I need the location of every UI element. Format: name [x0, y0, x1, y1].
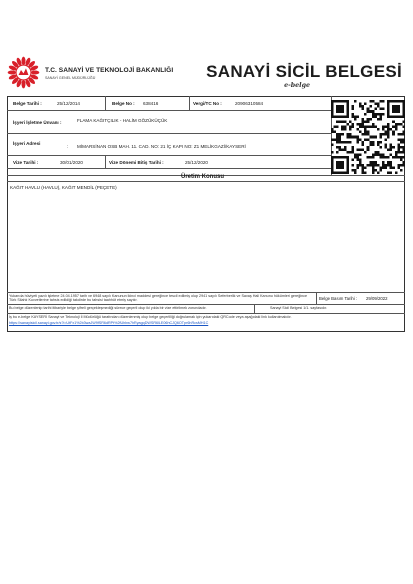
address-label: İşyeri Adresi [13, 141, 41, 146]
law-text: Yukarıda hüviyeti yazılı işletme 24.04.1957 tarih ve 6948 sayılı Kanunun ikinci maddesi gereğince tescil edilmiş olup 2941 sayılı Seferberlik ve Savaş Hali Kanunu hükümleri gereğince Türk Silahlı Kuvvetlerine tahsis edildiği takdirde bu tahsisi taahhüt etmiş sayılır. [9, 294, 308, 303]
issue-date-label: Belge Tarihi : [13, 101, 42, 106]
qr-code-icon [331, 98, 405, 176]
visa-end-label: Vize Dönemi Bitiş Tarihi : [109, 160, 164, 165]
production-title: Üretim Konusu [181, 174, 225, 180]
issue-date-value: 25/12/2014 [57, 101, 80, 106]
visa-end-value: 25/12/2020 [185, 160, 208, 165]
address-colon: : [67, 144, 69, 149]
document-title: SANAYİ SİCİL BELGESİ [206, 62, 402, 81]
divider [7, 155, 331, 156]
ministry-subtitle: SANAYİ GENEL MÜDÜRLÜĞÜ [45, 75, 96, 80]
document-no-value: 638416 [143, 101, 159, 106]
divider [7, 304, 405, 305]
ministry-block [45, 67, 173, 80]
logo-petal [8, 71, 17, 75]
divider [7, 313, 405, 314]
verify-text: İş bu e-belge KAYSERİ Sanayi ve Teknoloji İl Müdürlüğü tarafından düzenlenmiş olup belge geçerliliği doğrulamak için yukarıdaki QRCode veya aşağıdaki link kullanılmalıdır. [9, 315, 292, 319]
tax-no-label: Vergi/TC No : [193, 101, 222, 106]
logo-petal [22, 57, 26, 66]
visa-date-value: 30/01/2020 [60, 160, 83, 165]
divider [316, 292, 317, 304]
divider [7, 168, 331, 169]
document-no-label: Belge No : [112, 101, 135, 106]
tax-no-value: 20906310584 [235, 101, 264, 106]
divider [7, 133, 331, 134]
divider [105, 96, 106, 110]
logo-petal [31, 71, 40, 75]
logo-petal [22, 80, 26, 89]
ebelge-subtitle: e-belge [284, 82, 310, 89]
ministry-name: T.C. SANAYİ VE TEKNOLOJİ BAKANLIĞI [45, 67, 174, 74]
divider [254, 304, 255, 313]
validity-text: Bu belge düzenlenip tarihi itibariyle belge şifreli gerçekleşmediği sürece geçerli olup iki yılda bir vize ettirilmek zorundadır. [9, 306, 207, 310]
divider [189, 96, 190, 110]
divider [105, 155, 106, 168]
company-title-label: İşyeri İşletme Ünvanı : [13, 120, 62, 125]
address-value: MİMARSİNAN OSB MAH. 11. CAD. NO: 21 İÇ KAPI NO: Z1 MELİKGAZİ/KAYSERİ [77, 144, 246, 149]
verify-link[interactable]: https://sanayisicil.sanayi.gov.tr/s?i=UtFx1%2b3waJW9fSR6dRPt%2fUhbw7hRyagqDWSR6lLE06hCJQ6OTpr6hRcsMH1C [9, 321, 209, 325]
company-title-value: FLAMA KAĞITÇILIK - HALİM GÖZÜKÜÇÜK [77, 118, 168, 123]
production-content: KAĞIT HAVLU (HAVLU), KAĞIT MENDİL (PEÇETE) [10, 185, 117, 190]
page-info: Sanayi Sicil Belgesi 1/1. sayfasıdır. [270, 306, 328, 310]
visa-date-label: Vize Tarihi : [13, 160, 39, 165]
ministry-logo-icon [7, 56, 40, 89]
divider [7, 292, 405, 293]
print-date-label: Belge Basım Tarihi : [319, 296, 358, 301]
print-date-value: 29/09/2022 [366, 296, 388, 301]
divider [7, 110, 331, 111]
divider [7, 181, 405, 182]
